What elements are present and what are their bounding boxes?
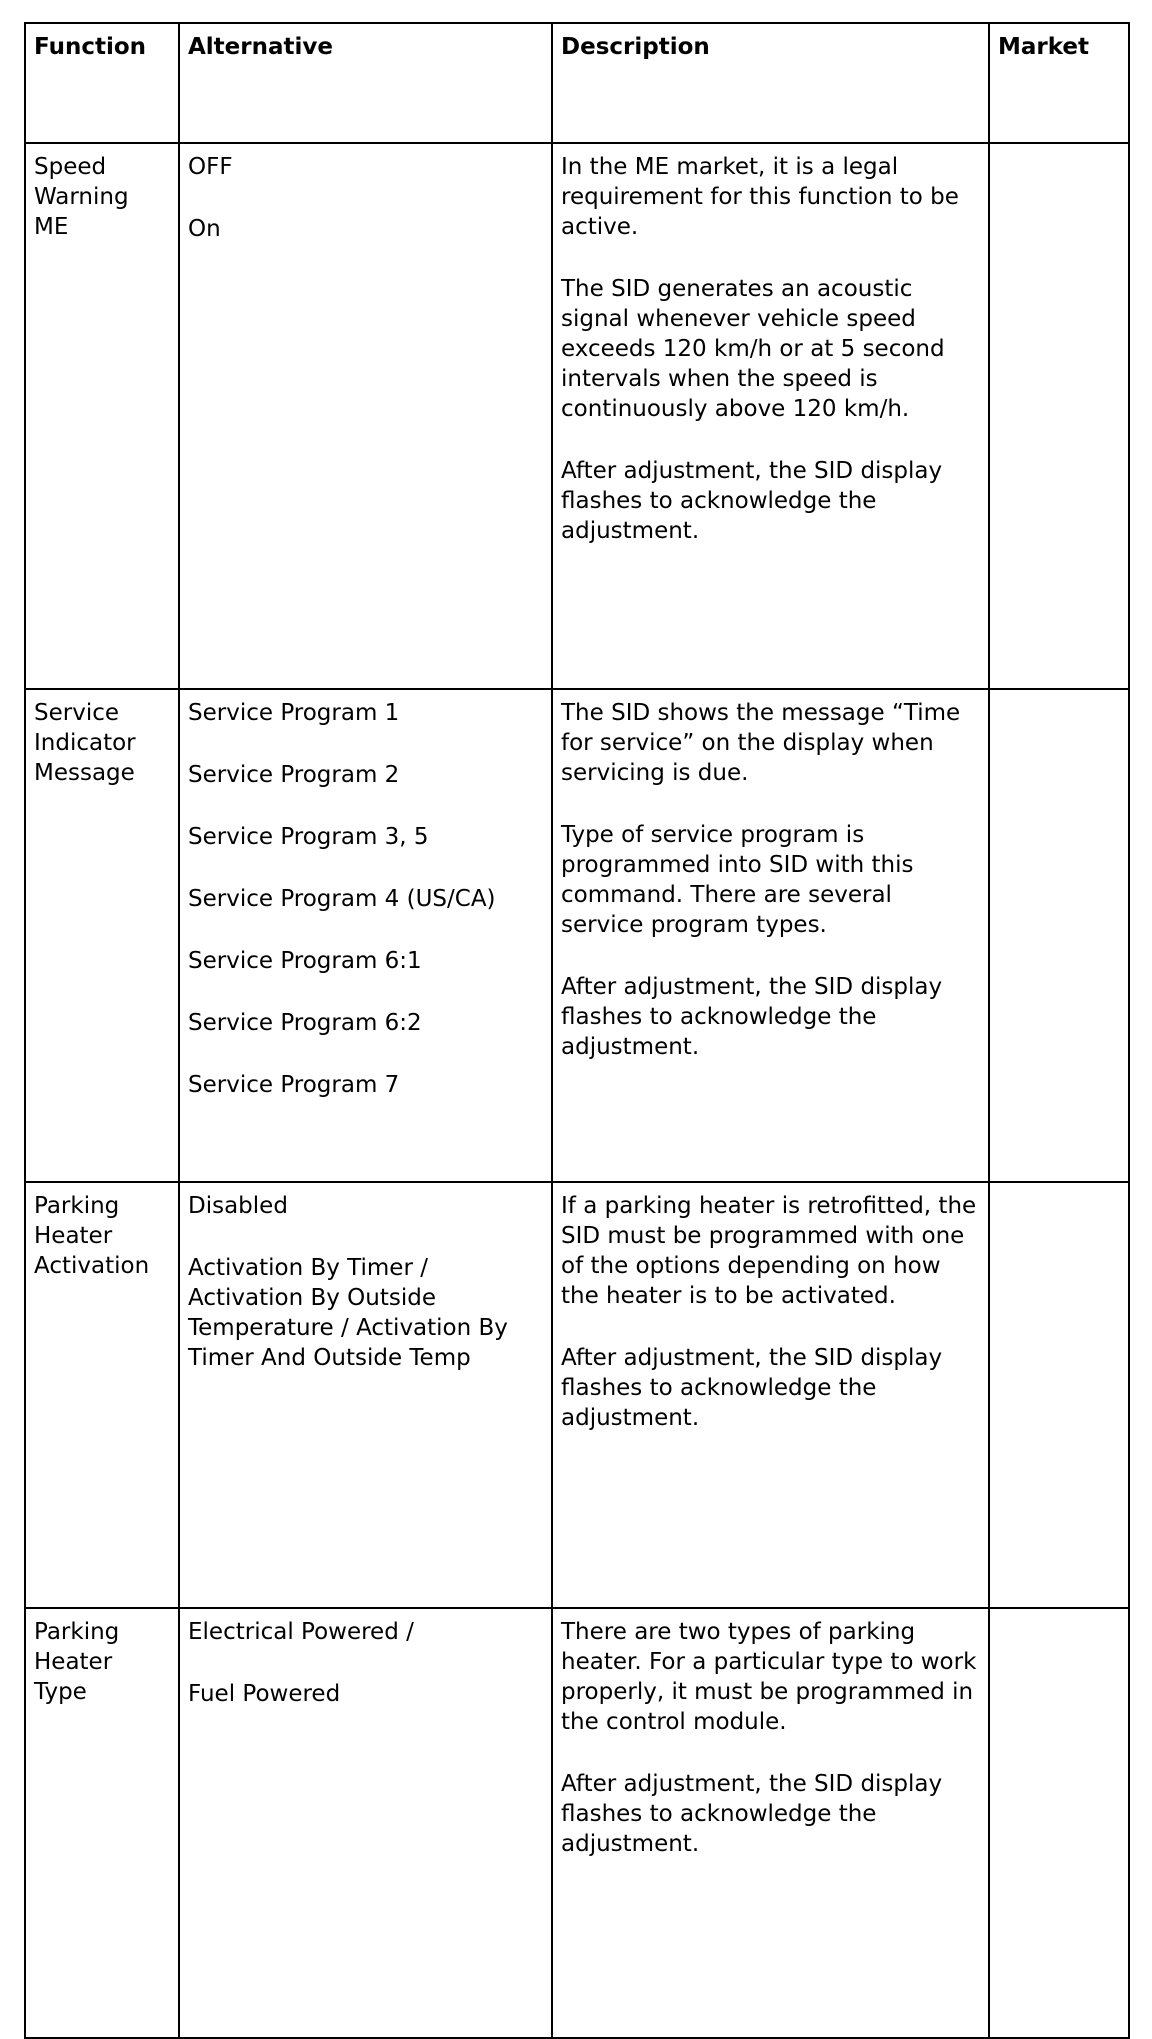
alternative-cell [179,143,552,689]
table-row [25,1182,1129,1608]
alternative-option: Service Program 6:1 [188,948,422,974]
alternative-option: Service Program 2 [188,762,400,788]
market-cell [989,143,1129,689]
alternative-option: Activation By Timer / Activation By Outside Temperature / Activation By Timer And Outside Temp [188,1255,508,1371]
header-description: Description [552,23,989,143]
description-paragraph: There are two types of parking heater. For a particular type to work properly, it must be programmed in the control module. [561,1619,977,1735]
market-cell [989,1608,1129,2038]
alternative-option: Service Program 3, 5 [188,824,429,850]
description-cell [552,143,989,689]
alternative-option: Electrical Powered / [188,1619,414,1645]
function-cell [25,1608,179,2038]
alternative-option: Fuel Powered [188,1681,341,1707]
description-cell [552,1182,989,1608]
table-row [25,1608,1129,2038]
description-paragraph: Type of service program is programmed into SID with this command. There are several service program types. [561,822,914,938]
description-paragraph: After adjustment, the SID display flashes to acknowledge the adjustment. [561,1345,943,1431]
table-row [25,143,1129,689]
header-alternative: Alternative [179,23,552,143]
description-paragraph: After adjustment, the SID display flashes to acknowledge the adjustment. [561,974,943,1060]
header-row [25,23,1129,143]
alternative-option: On [188,216,221,242]
header-market: Market [989,23,1129,143]
function-cell [25,143,179,689]
alternative-option: Service Program 7 [188,1072,400,1098]
function-table [24,22,1130,2039]
description-paragraph: After adjustment, the SID display flashes to acknowledge the adjustment. [561,1771,943,1857]
alternative-option: Service Program 6:2 [188,1010,422,1036]
description-paragraph: After adjustment, the SID display flashes to acknowledge the adjustment. [561,458,943,544]
function-name: Parking Heater Type [34,1619,120,1705]
alternative-option: Service Program 1 [188,700,400,726]
function-name: Speed Warning ME [34,154,129,240]
function-name: Parking Heater Activation [34,1193,150,1279]
alternative-option: Service Program 4 (US/CA) [188,886,496,912]
market-cell [989,689,1129,1182]
alternative-cell [179,1182,552,1608]
description-cell [552,1608,989,2038]
function-cell [25,1182,179,1608]
table-row [25,689,1129,1182]
market-cell [989,1182,1129,1608]
header-function: Function [25,23,179,143]
function-name: Service Indicator Message [34,700,136,786]
alternative-option: Disabled [188,1193,288,1219]
description-paragraph: If a parking heater is retrofitted, the SID must be programmed with one of the options depending on how the heater is to be activated. [561,1193,977,1309]
description-paragraph: The SID shows the message “Time for service” on the display when servicing is due. [561,700,961,786]
description-cell [552,689,989,1182]
function-cell [25,689,179,1182]
alternative-cell [179,1608,552,2038]
alternative-cell [179,689,552,1182]
alternative-option: OFF [188,154,233,180]
description-paragraph: In the ME market, it is a legal requirement for this function to be active. [561,154,959,240]
description-paragraph: The SID generates an acoustic signal whenever vehicle speed exceeds 120 km/h or at 5 second intervals when the speed is continuously above 120 km/h. [561,276,945,422]
